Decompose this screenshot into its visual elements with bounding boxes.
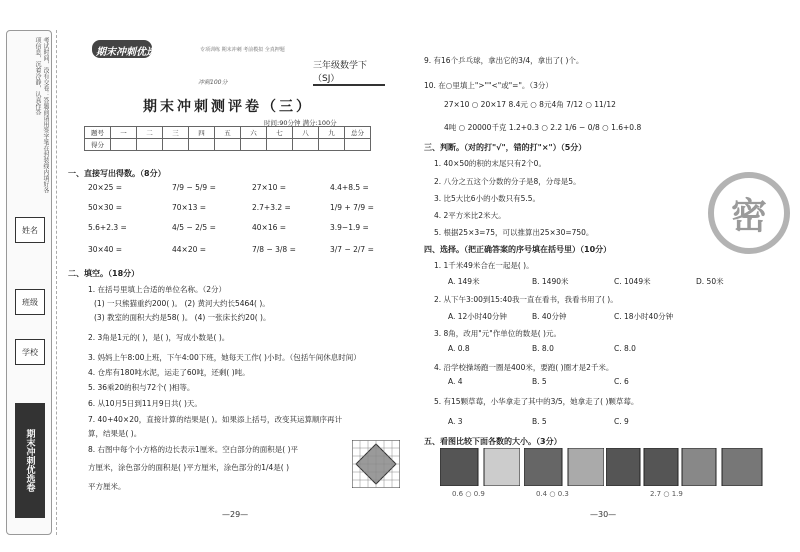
fill-item: 6. 从10月5日到11月9日共( )天。 [88,399,202,408]
choice-option[interactable]: B. 5 [532,417,547,426]
calc-item: 44×20 = [172,245,207,254]
choice-option[interactable]: A. 149米 [448,277,480,286]
calc-item: 1/9 + 7/9 = [330,203,374,212]
fill-item: 5. 36乘20的积与72个( )相等。 [88,383,195,392]
choice-question: 3. 8角，改用"元"作单位的数是( )元。 [434,329,561,338]
judge-item: 5. 根据25×3=75，可以推算出25×30=750。 [434,228,594,237]
fill-item: 平方厘米。 [88,482,126,491]
choice-question: 5. 有15颗草莓，小华拿走了其中的3/5，她拿走了( )颗草莓。 [434,397,639,406]
section-5-heading: 五、看图比较下面各数的大小。（3分） [424,437,562,446]
score-cell: 四 [189,127,215,139]
sidebar-note: 考试时间，没有交卷：答题前请用签字笔在封装线内填好各项信息，沉着冷静，认真作答 [34,37,49,193]
choice-question: 1. 1千米49米合在一起是( )。 [434,261,534,270]
score-input[interactable] [319,139,345,151]
fill-item: (3) 教室的面积大约是58( )。 (4) 一张床长约20( )。 [94,313,271,322]
score-input[interactable] [345,139,371,151]
strip-figure-1 [440,448,520,486]
score-header-row [85,127,371,139]
calc-item: 30×40 = [88,245,123,254]
fill-item: 2. 3角是1元的( )，是( )，写成小数是( )。 [88,333,230,342]
fill-item: 8. 右图中每个小方格的边长表示1厘米。空白部分的面积是( )平 [88,445,299,454]
fill-item: 方厘米，涂色部分的面积是( )平方厘米，涂色部分的1/4是( ) [88,463,290,472]
calc-item: 5.6+2.3 = [88,223,127,232]
logo-text: 期末冲刺优选卷 [96,47,166,58]
exam-meta: 时间:90分钟 满分:100分 [264,119,337,127]
slogan: 专项训练 期末冲刺 考前模拟 全真押题 [200,47,285,53]
strip-figure-2 [524,448,604,486]
score-cell: 得分 [85,139,111,151]
strip-figure-3 [606,448,766,486]
sub-slogan: 冲刺100分 [198,79,228,86]
fill-item: 1. 在括号里填上合适的单位名称。（2分） [88,285,227,294]
score-cell: 总分 [345,127,371,139]
cut-line [56,30,57,535]
calc-item: 40×16 = [252,223,287,232]
grade-label: 三年级数学下（SJ） [313,58,385,86]
score-cell: 八 [293,127,319,139]
choice-option[interactable]: C. 8.0 [614,344,636,353]
choice-option[interactable]: B. 5 [532,377,547,386]
fill-item: 7. 40+40×20，直接计算的结果是( )。如果添上括号，改变其运算顺序再计 [88,415,342,424]
calc-item: 4.4+8.5 = [330,183,369,192]
score-cell: 题号 [85,127,111,139]
section-4-heading: 四、选择。（把正确答案的序号填在括号里）（10分） [424,245,612,254]
choice-option[interactable]: C. 9 [614,417,629,426]
name-field[interactable]: 姓名 [15,217,45,243]
section-1-heading: 一、直接写出得数。（8分） [68,169,166,178]
score-input[interactable] [267,139,293,151]
score-input[interactable] [215,139,241,151]
choice-option[interactable]: C. 18小时40分钟 [614,312,674,321]
section-3-heading: 三、判断。（对的打"√"，错的打"×"）（5分） [424,143,587,152]
judge-item: 4. 2平方米比2米大。 [434,211,506,220]
judge-item: 2. 八分之五这个分数的分子是8，分母是5。 [434,177,581,186]
fill-item: 算，结果是( )。 [88,429,142,438]
grid-figure [352,440,400,488]
choice-option[interactable]: A. 4 [448,377,463,386]
binding-sidebar [6,30,52,535]
calc-item: 7/9 − 5/9 = [172,183,216,192]
school-field[interactable]: 学校 [15,339,45,365]
choice-option[interactable]: A. 12小时40分钟 [448,312,507,321]
choice-option[interactable]: A. 0.8 [448,344,470,353]
compare-caption: 0.6 ○ 0.9 [452,490,485,498]
fill-item: 10. 在○里填上">""<"或"="。（3分） [424,81,553,90]
score-input[interactable] [137,139,163,151]
score-table [84,126,371,151]
score-cell: 七 [267,127,293,139]
score-cell: 九 [319,127,345,139]
choice-question: 4. 沿学校操场跑一圈是400米，要跑( )圈才是2千米。 [434,363,614,372]
page-number-left: —29— [222,510,249,519]
secret-seal-icon: 密 [708,172,790,254]
fill-item: (1) 一只熊猫重约200( )。 (2) 黄河大约长5464( )。 [94,299,270,308]
choice-option[interactable]: A. 3 [448,417,463,426]
fill-item: 9. 有16个乒乓球，拿出它的3/4，拿出了( )个。 [424,56,584,65]
score-input[interactable] [241,139,267,151]
score-input[interactable] [111,139,137,151]
class-field[interactable]: 班级 [15,289,45,315]
calc-item: 20×25 = [88,183,123,192]
fill-item: 3. 妈妈上午8:00上班，下午4:00下班，她每天工作( )小时。（包括午间休息时间） [88,353,361,362]
calc-item: 7/8 − 3/8 = [252,245,296,254]
score-input[interactable] [163,139,189,151]
score-cell: 三 [163,127,189,139]
compare-row: 27×10 ○ 20×17 8.4元 ○ 8元4角 7/12 ○ 11/12 [444,100,616,109]
score-cell: 一 [111,127,137,139]
calc-item: 3.9−1.9 = [330,223,369,232]
score-cell: 二 [137,127,163,139]
choice-option[interactable]: C. 6 [614,377,629,386]
sidebar-brand: 期末冲刺优选卷 [15,403,45,518]
calc-item: 50×30 = [88,203,123,212]
score-cell: 五 [215,127,241,139]
compare-caption: 2.7 ○ 1.9 [650,490,683,498]
calc-item: 27×10 = [252,183,287,192]
compare-caption: 0.4 ○ 0.3 [536,490,569,498]
score-input[interactable] [189,139,215,151]
score-input[interactable] [293,139,319,151]
choice-question: 2. 从下午3:00到15:40我一直在看书，我看书用了( )。 [434,295,618,304]
choice-option[interactable]: B. 1490米 [532,277,569,286]
score-cell: 六 [241,127,267,139]
judge-item: 3. 比5大比6小的小数只有5.5。 [434,194,541,203]
compare-row: 4吨 ○ 20000千克 1.2+0.3 ○ 2.2 1/6 − 0/8 ○ 1.6+0.8 [444,123,642,132]
calc-item: 2.7+3.2 = [252,203,291,212]
score-value-row [85,139,371,151]
choice-option[interactable]: B. 8.0 [532,344,554,353]
calc-item: 3/7 − 2/7 = [330,245,374,254]
section-2-heading: 二、填空。（18分） [68,269,140,278]
calc-item: 4/5 − 2/5 = [172,223,216,232]
page-number-right: —30— [590,510,617,519]
judge-item: 1. 40×50的积的末尾只有2个0。 [434,159,546,168]
page-title: 期末冲刺测评卷（三） [143,99,313,115]
choice-option[interactable]: C. 1049米 [614,277,651,286]
choice-option[interactable]: B. 40分钟 [532,312,567,321]
calc-item: 70×13 = [172,203,207,212]
choice-option[interactable]: D. 50米 [696,277,724,286]
fill-item: 4. 仓库有180吨水泥，运走了60吨，还剩( )吨。 [88,368,250,377]
